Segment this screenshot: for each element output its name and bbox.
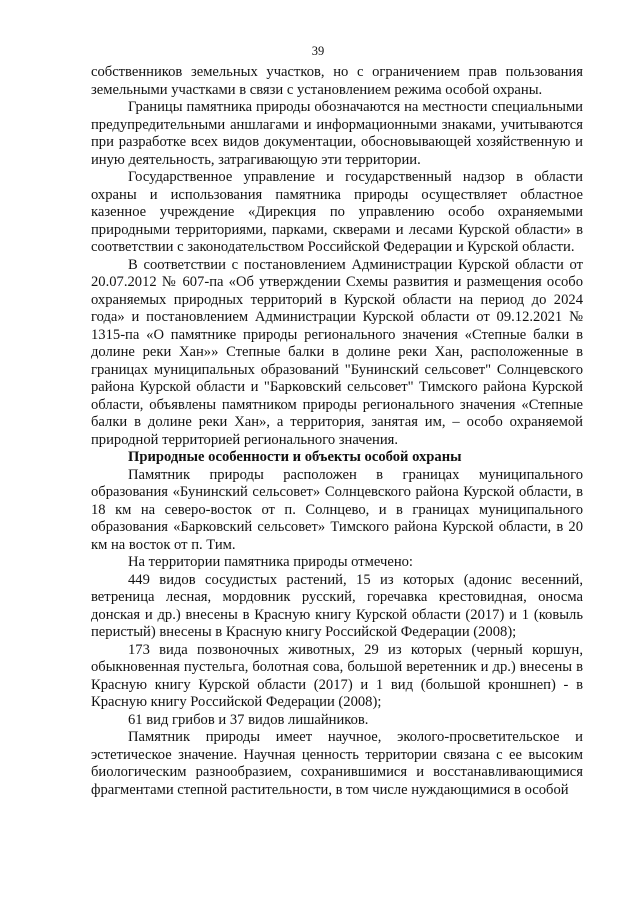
paragraph-continuation: собственников земельных участков, но с ограничением прав пользования земельными участками в связи с установлением режима особой охраны.: [91, 64, 583, 98]
paragraph-animals: 173 вида позвоночных животных, 29 из которых (черный коршун, обыкновенная пустельга, болотная сова, большой веретенник и др.) внесены в Красную книгу Курской области (2017) и 1 вид (большой кроншнеп) - в Красную книгу Российской Федерации (2008);: [91, 641, 583, 710]
document-body: [91, 64, 583, 799]
page-number: 39: [311, 44, 325, 58]
paragraph-location: Памятник природы расположен в границах муниципального образования «Бунинский сельсовет» Солнцевского района Курской области, в 18 км на северо-восток от п. Солнцево, и в границах муниципального образования «Барковский сельсовет» Тимского района Курской области, в 20 км на восток от п. Тим.: [91, 466, 583, 553]
paragraph-management: Государственное управление и государственный надзор в области охраны и использования памятника природы осуществляет областное казенное учреждение «Дирекция по управлению особо охраняемыми природными территориями, парками, скверами и лесами Курской области» в соответствии с законодательством Российской Федерации и Курской области.: [91, 169, 583, 255]
paragraph-fungi: 61 вид грибов и 37 видов лишайников.: [128, 711, 369, 728]
paragraph-boundaries: Границы памятника природы обозначаются на местности специальными предупредительными аншлагами и информационными знаками, учитываются при разработке всех видов документации, обосновывающей хозяйственную и иную деятельность, затрагивающую эти территории.: [91, 99, 583, 168]
paragraph-resolution: В соответствии с постановлением Администрации Курской области от 20.07.2012 № 607-па «Об утверждении Схемы развития и размещения особо охраняемых природных территорий в Курской области на период до 2024 года» и постановлением Администрации Курской области от 09.12.2021 № 1315-па «О памятнике природы регионального значения «Степные балки в долине реки Хан»» Степные балки в долине реки Хан, расположенные в границах муниципальных образований "Бунинский сельсовет" Солнцевского района Курской области и "Барковский сельсовет" Тимского района Курской области, объявлены памятником природы регионального значения «Степные балки в долине реки Хан», а территория, занятая им, – особо охраняемой природной территорией регионального значения.: [91, 256, 583, 448]
section-heading: Природные особенности и объекты особой охраны: [128, 449, 462, 465]
paragraph-value: Памятник природы имеет научное, эколого-просветительское и эстетическое значение. Научная ценность территории связана с ее высоким биологическим разнообразием, сохранившимися и восстанавливающимися фрагментами степной растительности, в том числе нуждающимися в особой: [91, 729, 583, 798]
paragraph-noted: На территории памятника природы отмечено:: [128, 554, 413, 570]
paragraph-plants: 449 видов сосудистых растений, 15 из которых (адонис весенний, ветреница лесная, мордовник русский, горечавка крестовидная, оносма донская и др.) внесены в Красную книгу Курской области (2017) и 1 (ковыль перистый) внесены в Красную книгу Российской Федерации (2008);: [91, 571, 583, 640]
